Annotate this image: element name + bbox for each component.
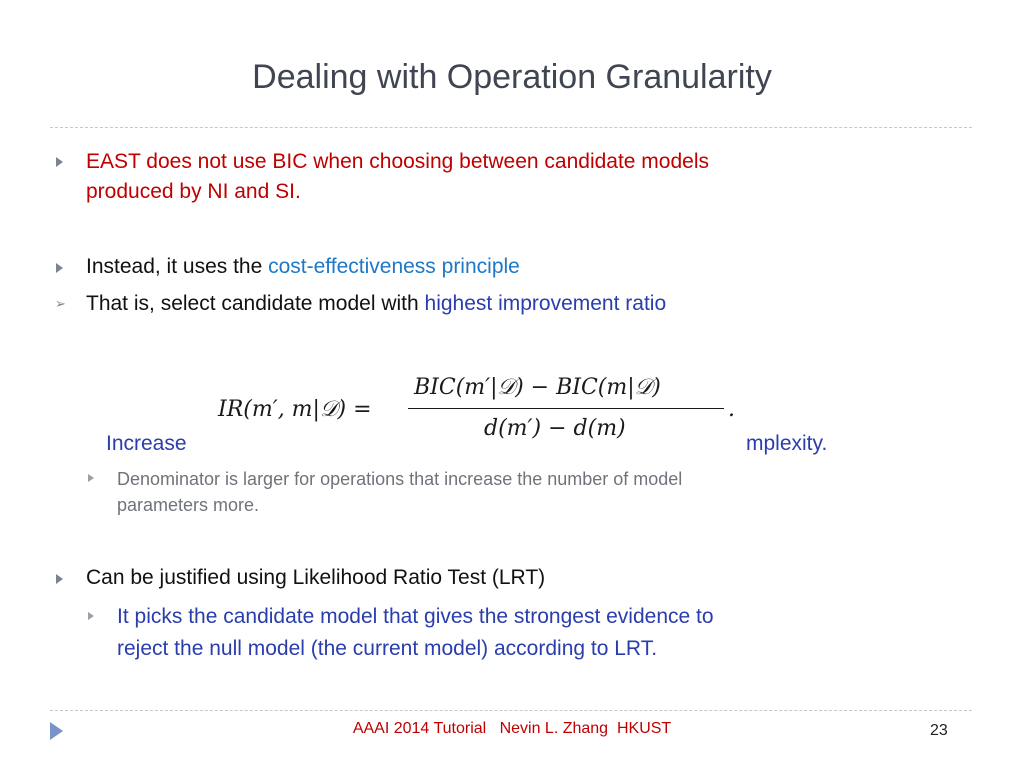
bullet-1-line-1: EAST does not use BIC when choosing between candidate models: [86, 150, 710, 173]
improvement-ratio-formula: [212, 372, 742, 452]
formula-numerator: BIC(m′|𝒟) − BIC(m|𝒟): [414, 375, 661, 400]
formula-lhs: IR(m′, m|𝒟) =: [218, 397, 372, 422]
bullet-4-left-fragment: Increase: [106, 432, 187, 455]
sub-bullet-1-line-1: Denominator is larger for operations that increase the number of model: [117, 469, 683, 489]
bullet-1-line-2: produced by NI and SI.: [86, 180, 301, 203]
formula-period: .: [728, 397, 735, 422]
bullet-3: [86, 289, 666, 319]
footer-text: [0, 720, 1024, 738]
sub-bullet-1-line-2: parameters more.: [117, 495, 260, 515]
footer-credit: AAAI 2014 Tutorial Nevin L. Zhang HKUST: [352, 720, 672, 737]
top-divider: [50, 127, 972, 128]
page-number: 23: [930, 722, 948, 739]
bullet-4-right-fragment: mplexity.: [746, 432, 828, 455]
bottom-divider: [50, 710, 972, 711]
sub-bullet-2-prefix: It: [117, 605, 135, 628]
sub-bullet-2-line-2: reject the null model (the current model) according to LRT.: [117, 637, 658, 660]
improvement-ratio-term: highest improvement ratio: [424, 292, 667, 315]
sub-bullet-triangle-icon: [88, 474, 94, 482]
arrow-bullet-icon: ➢: [55, 296, 66, 311]
bullet-triangle-icon: [56, 157, 63, 167]
sub-bullet-triangle-icon: [88, 612, 94, 620]
sub-bullet-2-line-1: [117, 602, 714, 632]
bullet-2-text: Instead, it uses the: [86, 255, 269, 278]
bullet-3-text: That is, select candidate model with: [86, 292, 425, 315]
fraction-bar: [408, 408, 724, 409]
bullet-triangle-icon: [56, 263, 63, 273]
cost-effectiveness-term: cost-effectiveness principle: [268, 255, 520, 278]
bullet-2: [86, 252, 520, 282]
formula-denominator: d(m′) − d(m): [484, 416, 626, 441]
bullet-6: Can be justified using Likelihood Ratio Test (LRT): [86, 566, 546, 589]
bullet-triangle-icon: [56, 574, 63, 584]
slide-title: Dealing with Operation Granularity: [252, 58, 772, 96]
sub-bullet-2-text: picks the candidate model that gives the strongest evidence to: [134, 605, 714, 628]
